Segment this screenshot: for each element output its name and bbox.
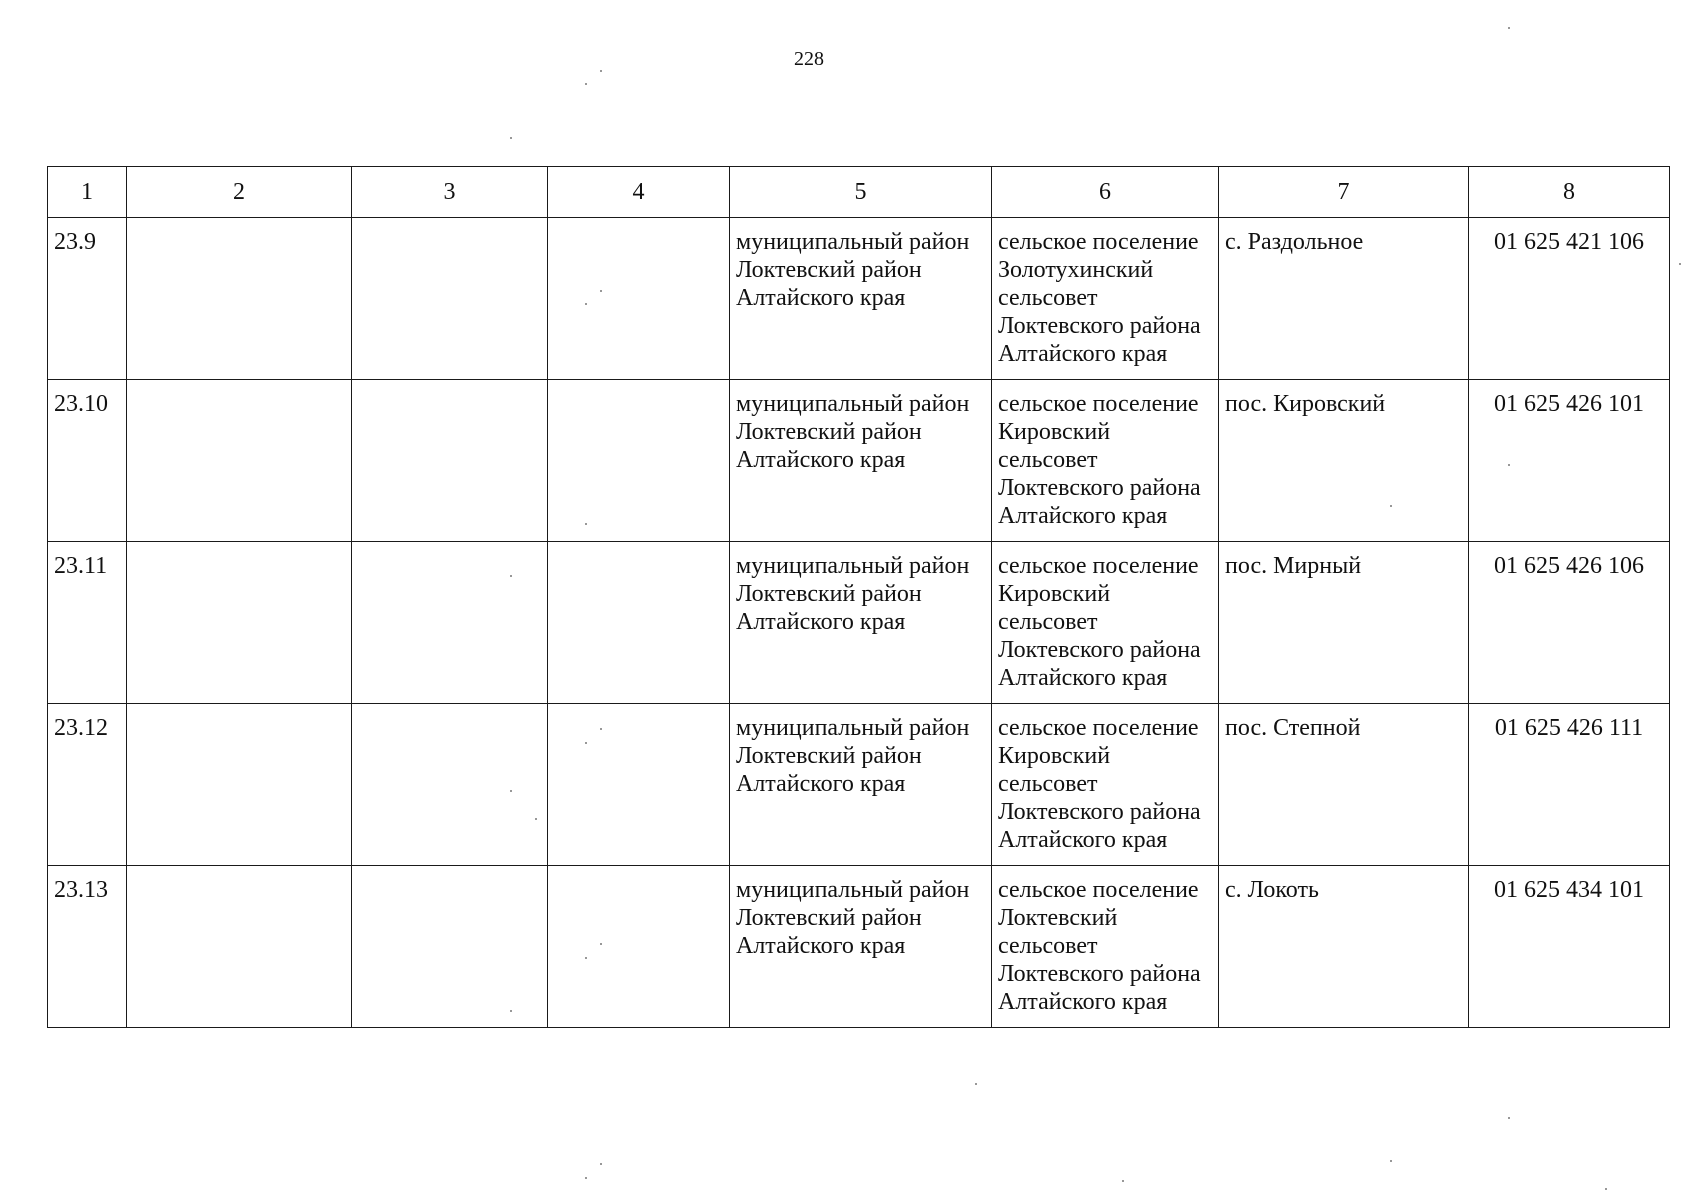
registry-table bbox=[47, 166, 1670, 1028]
cell-col-8: 01 625 426 111 bbox=[1469, 704, 1670, 866]
cell-line: Кировский bbox=[998, 419, 1111, 445]
cell-col-3 bbox=[352, 380, 548, 542]
cell-col-6 bbox=[992, 218, 1219, 380]
cell-col-6 bbox=[992, 866, 1219, 1028]
cell-col-7: пос. Кировский bbox=[1219, 380, 1469, 542]
cell-col-6 bbox=[992, 542, 1219, 704]
cell-col-2 bbox=[127, 380, 352, 542]
table-row bbox=[48, 866, 1670, 1028]
cell-line: сельское поселение bbox=[998, 877, 1199, 903]
cell-line: Локтевского района bbox=[998, 961, 1201, 987]
cell-line: сельсовет bbox=[998, 285, 1098, 311]
column-header-8: 8 bbox=[1469, 167, 1670, 218]
cell-line: Локтевский район bbox=[736, 743, 922, 769]
cell-line: муниципальный район bbox=[736, 877, 970, 903]
cell-col-2 bbox=[127, 542, 352, 704]
cell-col-5 bbox=[730, 380, 992, 542]
cell-line: Алтайского края bbox=[736, 447, 906, 473]
cell-col-2 bbox=[127, 866, 352, 1028]
column-header-4: 4 bbox=[548, 167, 730, 218]
cell-line: Локтевский bbox=[998, 905, 1118, 931]
cell-col-1: 23.11 bbox=[48, 542, 127, 704]
cell-line: Кировский bbox=[998, 743, 1111, 769]
cell-col-4 bbox=[548, 704, 730, 866]
cell-col-1: 23.12 bbox=[48, 704, 127, 866]
cell-col-3 bbox=[352, 218, 548, 380]
cell-line: Локтевского района bbox=[998, 475, 1201, 501]
cell-col-2 bbox=[127, 218, 352, 380]
cell-line: Алтайского края bbox=[998, 341, 1168, 367]
cell-line: сельсовет bbox=[998, 933, 1098, 959]
cell-line: Локтевский район bbox=[736, 905, 922, 931]
cell-col-7: с. Локоть bbox=[1219, 866, 1469, 1028]
cell-col-4 bbox=[548, 380, 730, 542]
cell-line: Локтевский район bbox=[736, 581, 922, 607]
cell-col-5 bbox=[730, 542, 992, 704]
table-row bbox=[48, 542, 1670, 704]
cell-col-6 bbox=[992, 704, 1219, 866]
cell-line: сельское поселение bbox=[998, 553, 1199, 579]
cell-col-5 bbox=[730, 866, 992, 1028]
cell-line: сельское поселение bbox=[998, 391, 1199, 417]
cell-line: сельсовет bbox=[998, 771, 1098, 797]
column-header-1: 1 bbox=[48, 167, 127, 218]
cell-col-3 bbox=[352, 866, 548, 1028]
cell-col-8: 01 625 426 101 bbox=[1469, 380, 1670, 542]
cell-col-3 bbox=[352, 704, 548, 866]
cell-line: Локтевского района bbox=[998, 313, 1201, 339]
cell-line: Алтайского края bbox=[736, 609, 906, 635]
cell-line: Алтайского края bbox=[736, 285, 906, 311]
column-header-5: 5 bbox=[730, 167, 992, 218]
cell-line: Локтевский район bbox=[736, 419, 922, 445]
column-header-2: 2 bbox=[127, 167, 352, 218]
column-header-6: 6 bbox=[992, 167, 1219, 218]
cell-col-3 bbox=[352, 542, 548, 704]
cell-col-7: пос. Мирный bbox=[1219, 542, 1469, 704]
cell-col-2 bbox=[127, 704, 352, 866]
header-row bbox=[48, 167, 1670, 218]
cell-line: муниципальный район bbox=[736, 553, 970, 579]
cell-line: Кировский bbox=[998, 581, 1111, 607]
cell-line: муниципальный район bbox=[736, 715, 970, 741]
cell-line: Алтайского края bbox=[736, 771, 906, 797]
cell-line: муниципальный район bbox=[736, 391, 970, 417]
cell-col-1: 23.13 bbox=[48, 866, 127, 1028]
cell-line: сельское поселение bbox=[998, 715, 1199, 741]
cell-col-6 bbox=[992, 380, 1219, 542]
cell-col-5 bbox=[730, 218, 992, 380]
table-row bbox=[48, 380, 1670, 542]
cell-col-1: 23.10 bbox=[48, 380, 127, 542]
cell-col-8: 01 625 421 106 bbox=[1469, 218, 1670, 380]
column-header-7: 7 bbox=[1219, 167, 1469, 218]
cell-col-4 bbox=[548, 866, 730, 1028]
table-row bbox=[48, 218, 1670, 380]
table-body bbox=[48, 218, 1670, 1028]
cell-line: Локтевского района bbox=[998, 799, 1201, 825]
cell-col-7: пос. Степной bbox=[1219, 704, 1469, 866]
cell-line: сельсовет bbox=[998, 447, 1098, 473]
cell-line: Золотухинский bbox=[998, 257, 1154, 283]
page-number: 228 bbox=[794, 48, 824, 70]
cell-line: Локтевский район bbox=[736, 257, 922, 283]
cell-col-1: 23.9 bbox=[48, 218, 127, 380]
cell-col-4 bbox=[548, 218, 730, 380]
column-header-3: 3 bbox=[352, 167, 548, 218]
cell-line: сельсовет bbox=[998, 609, 1098, 635]
cell-line: муниципальный район bbox=[736, 229, 970, 255]
cell-line: Алтайского края bbox=[998, 827, 1168, 853]
cell-col-8: 01 625 426 106 bbox=[1469, 542, 1670, 704]
cell-col-4 bbox=[548, 542, 730, 704]
cell-line: Алтайского края bbox=[998, 989, 1168, 1015]
cell-line: Алтайского края bbox=[736, 933, 906, 959]
cell-col-8: 01 625 434 101 bbox=[1469, 866, 1670, 1028]
table-row bbox=[48, 704, 1670, 866]
cell-line: Алтайского края bbox=[998, 665, 1168, 691]
cell-line: Алтайского края bbox=[998, 503, 1168, 529]
cell-line: сельское поселение bbox=[998, 229, 1199, 255]
cell-col-7: с. Раздольное bbox=[1219, 218, 1469, 380]
cell-line: Локтевского района bbox=[998, 637, 1201, 663]
cell-col-5 bbox=[730, 704, 992, 866]
